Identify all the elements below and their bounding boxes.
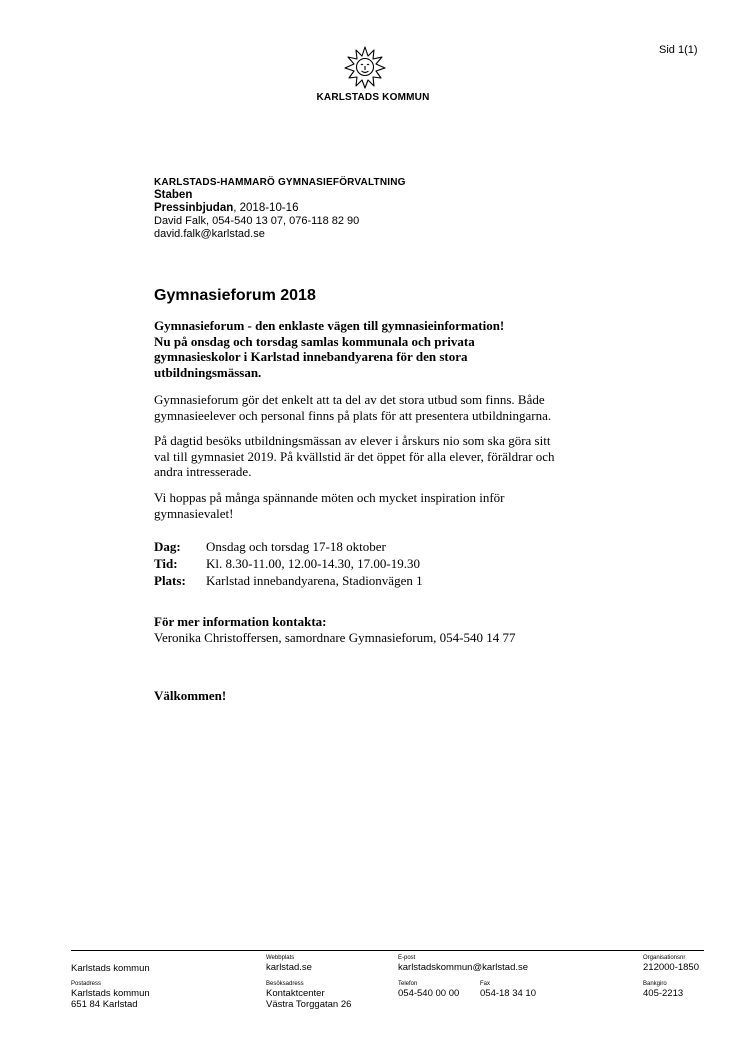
paragraph-line: val till gymnasiet 2019. På kvällstid är det öppet för alla elever, föräldrar och: [154, 448, 555, 464]
body-paragraph-2: [154, 433, 634, 480]
invite-date: , 2018-10-16: [233, 202, 299, 214]
contact-heading: För mer information kontakta:: [154, 614, 327, 629]
event-day-row: [154, 538, 423, 555]
paragraph-line: Vi hoppas på många spännande möten och mycket inspiration inför: [154, 490, 505, 505]
phone-value: 054-540 00 00: [398, 988, 460, 999]
place-label: Plats:: [154, 573, 186, 588]
welcome-text: Välkommen!: [154, 688, 227, 703]
footer-bankgiro: [643, 981, 683, 999]
contact-person: Veronika Christoffersen, samordnare Gymnasieforum, 054-540 14 77: [154, 630, 516, 645]
footer-web: [266, 955, 312, 973]
footer-postal: [71, 981, 150, 1010]
document-title: Gymnasieforum 2018: [154, 287, 316, 304]
email-label: E-post: [398, 955, 416, 961]
press-invitation-line: [154, 202, 406, 215]
orgnr-label: Organisationsnr: [643, 955, 686, 961]
fax-value: 054-18 34 10: [480, 988, 536, 999]
page-number: Sid 1(1): [659, 44, 698, 56]
lead-line: Gymnasieforum - den enklaste vägen till gymnasieinformation!: [154, 318, 505, 333]
day-label: Dag:: [154, 539, 181, 554]
department-name: Staben: [154, 189, 193, 201]
event-time-row: [154, 555, 423, 572]
contact-line: David Falk, 054-540 13 07, 076-118 82 90: [154, 215, 360, 227]
postal-label: Postadress: [71, 981, 102, 987]
paragraph-line: gymnasieelever och personal finns på plats för att presentera utbildningarna.: [154, 407, 552, 423]
paragraph-line: andra intresserade.: [154, 464, 252, 479]
postal-line: Karlstads kommun: [71, 988, 150, 999]
logo-text: KARLSTADS KOMMUN: [316, 92, 430, 103]
visit-label: Besöksadress: [266, 981, 304, 987]
contact-email: david.falk@karlstad.se: [154, 228, 265, 240]
lead-line: gymnasieskolor i Karlstad innebandyarena för den stora: [154, 349, 468, 364]
phone-label: Telefon: [398, 981, 418, 987]
event-details: [154, 538, 423, 589]
sun-logo-icon: [343, 45, 387, 89]
contact-section: [154, 614, 516, 646]
fax-label: Fax: [480, 981, 491, 987]
web-label: Webbplats: [266, 955, 295, 961]
place-value: Karlstad innebandyarena, Stadionvägen 1: [206, 573, 423, 588]
event-place-row: [154, 572, 423, 589]
body-paragraph-1: [154, 392, 634, 423]
time-label: Tid:: [154, 556, 178, 571]
footer-divider: [71, 950, 704, 951]
bankgiro-value: 405-2213: [643, 988, 684, 999]
body-paragraph-3: [154, 490, 634, 521]
paragraph-line: På dagtid besöks utbildningsmässan av elever i årskurs nio som ska göra sitt: [154, 433, 551, 448]
orgnr-value: 212000-1850: [643, 962, 699, 973]
postal-line: 651 84 Karlstad: [71, 999, 138, 1010]
bankgiro-label: Bankgiro: [643, 981, 667, 987]
letter-header: [154, 176, 406, 241]
lead-paragraph: [154, 318, 634, 380]
paragraph-line: gymnasievalet!: [154, 505, 234, 521]
organization-name: KARLSTADS-HAMMARÖ GYMNASIEFÖRVALTNING: [154, 177, 406, 188]
email-value: karlstadskommun@karlstad.se: [398, 962, 529, 973]
visit-line: Västra Torggatan 26: [266, 999, 352, 1010]
web-value: karlstad.se: [266, 962, 312, 973]
visit-line: Kontaktcenter: [266, 988, 325, 999]
day-value: Onsdag och torsdag 17-18 oktober: [206, 539, 386, 554]
lead-line: utbildningsmässan.: [154, 364, 262, 380]
time-value: Kl. 8.30-11.00, 12.00-14.30, 17.00-19.30: [206, 556, 421, 571]
footer-phone: [398, 981, 459, 999]
footer-email: [398, 955, 528, 973]
footer-orgnr: [643, 955, 699, 973]
footer-fax: [480, 981, 536, 999]
footer-name: Karlstads kommun: [71, 963, 150, 974]
invite-label: Pressinbjudan: [154, 202, 234, 214]
paragraph-line: Gymnasieforum gör det enkelt att ta del av det stora utbud som finns. Både: [154, 392, 545, 407]
lead-line: Nu på onsdag och torsdag samlas kommunala och privata: [154, 333, 475, 349]
footer-visit: [266, 981, 351, 1010]
